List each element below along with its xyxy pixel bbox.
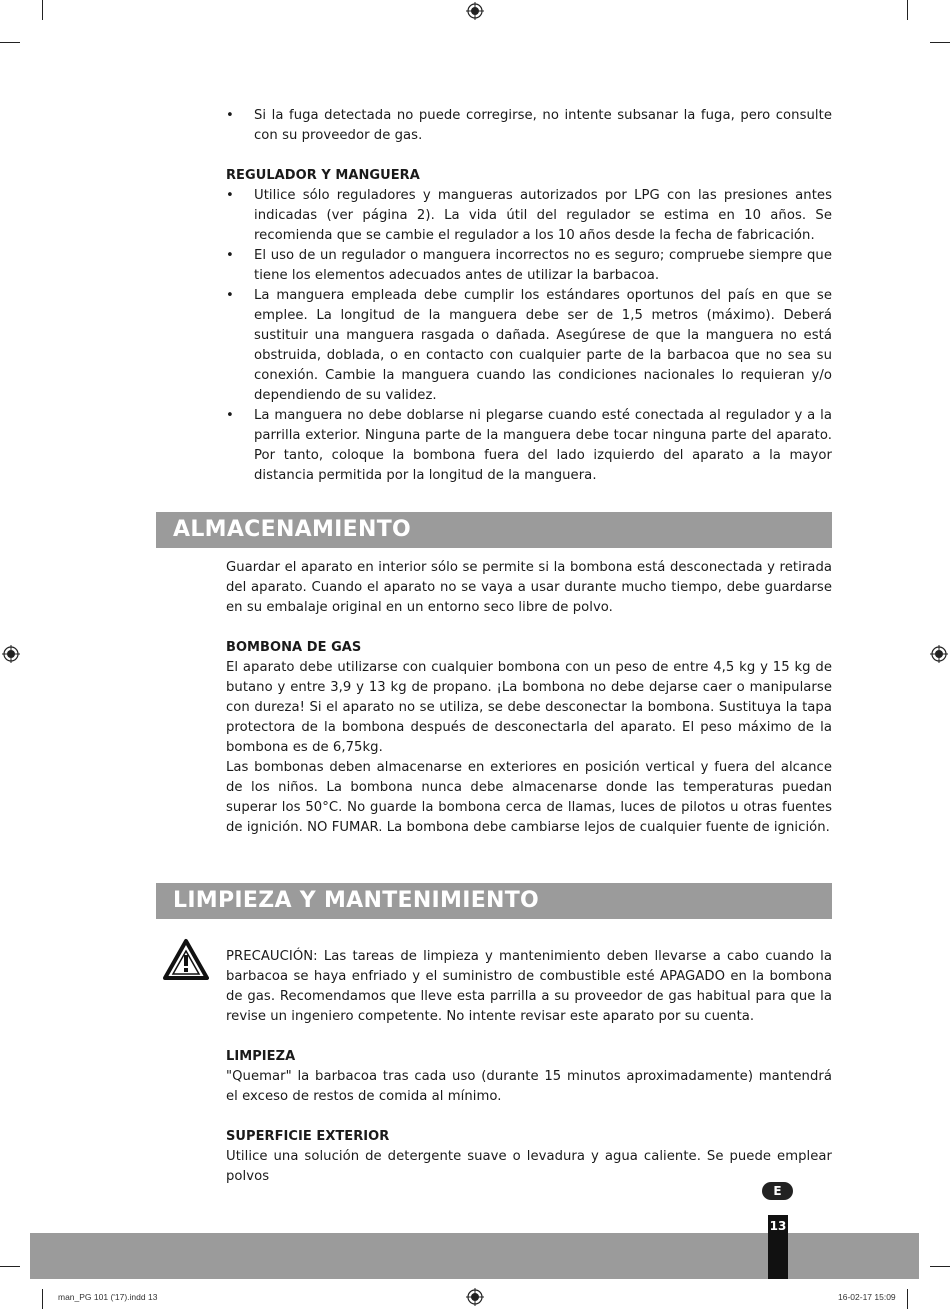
crop-mark [930, 1266, 950, 1267]
warning-triangle-icon [163, 938, 209, 980]
list-item: • La manguera no debe doblarse ni plegarse cuando esté conectada al regulador y a la parrilla exterior. Ninguna parte de la manguera debe tocar ninguna parte del aparato. Por tanto, coloque la bombona fuera del lado izquierdo del aparato a la mayor distancia permitida por la longitud de la manguera. [226, 408, 832, 483]
crop-mark [42, 0, 43, 20]
gas-cylinder-heading: BOMBONA DE GAS [226, 640, 362, 655]
exterior-surface-heading: SUPERFICIE EXTERIOR [226, 1129, 390, 1144]
registration-mark-icon [466, 2, 484, 20]
language-badge: E [762, 1182, 793, 1200]
storage-intro: Guardar el aparato en interior sólo se permite si la bombona está desconectada y retirada del aparato. Cuando el aparato no se vaya a usar durante mucho tiempo, debe guardarse en su embalaje original en un entorno seco libre de polvo. [226, 560, 832, 615]
gas-cylinder-paragraph-2: Las bombonas deben almacenarse en exteriores en posición vertical y fuera del alcance de los niños. La bombona nunca debe almacenarse donde las temperaturas puedan superar los 50°C. No guarde la bombona cerca de llamas, luces de pilotos u otras fuentes de ignición. NO FUMAR. La bombona debe cambiarse lejos de cualquier fuente de ignición. [226, 760, 832, 835]
storage-section-title: ALMACENAMIENTO [156, 512, 832, 548]
leak-notice [226, 106, 832, 146]
list-item: • Si la fuga detectada no puede corregirse, no intente subsanar la fuga, pero consulte con su proveedor de gas. [226, 108, 832, 143]
page-number: 13 [768, 1215, 788, 1279]
regulator-heading: REGULADOR Y MANGUERA [226, 168, 420, 183]
registration-mark-icon [930, 645, 948, 663]
date-slug: 16-02-17 15:09 [838, 1292, 896, 1302]
list-item-text: Utilice sólo reguladores y mangueras autorizados por LPG con las presiones antes indicadas (ver página 2). La vida útil del regulador se estima en 10 años. Se recomienda que se cambie el regulador a los 10 años desde la fecha de fabricación. [254, 188, 832, 243]
file-slug: man_PG 101 ('17).indd 13 [58, 1292, 158, 1302]
gas-cylinder-paragraph-1: El aparato debe utilizarse con cualquier bombona con un peso de entre 4,5 kg y 15 kg de butano y entre 3,9 y 13 kg de propano. ¡La bombona no debe dejarse caer o manipularse con dureza! Si el aparato no se utiliza, se debe desconectar la bombona. Sustituya la tapa protectora de la bombona después de desconectarla del aparato. El peso máximo de la bombona es de 6,75kg. [226, 660, 832, 755]
list-item-text: Si la fuga detectada no puede corregirse, no intente subsanar la fuga, pero consulte con su proveedor de gas. [254, 108, 832, 143]
crop-mark [930, 42, 950, 43]
crop-mark [42, 1289, 43, 1309]
crop-mark [0, 42, 20, 43]
cleaning-heading: LIMPIEZA [226, 1049, 296, 1064]
cleaning-section-title: LIMPIEZA Y MANTENIMIENTO [156, 883, 832, 919]
crop-mark [907, 1289, 908, 1309]
list-item: • El uso de un regulador o manguera incorrectos no es seguro; compruebe siempre que tiene los elementos adecuados antes de utilizar la barbacoa. [226, 248, 832, 283]
cleaning-paragraph: "Quemar" la barbacoa tras cada uso (durante 15 minutos aproximadamente) mantendrá el exceso de restos de comida al mínimo. [226, 1069, 832, 1104]
crop-mark [0, 1266, 20, 1267]
list-item: • La manguera empleada debe cumplir los estándares oportunos del país en que se emplee. La longitud de la manguera debe ser de 1,5 metros (máximo). Deberá sustituir una manguera rasgada o dañada. Asegúrese de que la manguera no está obstruida, doblada, o en contacto con cualquier parte de la barbacoa que no sea su conexión. Cambie la manguera cuando las condiciones nacionales lo requieran y/o dependiendo de su validez. [226, 288, 832, 403]
regulator-section [226, 166, 832, 486]
cleaning-body [226, 947, 832, 1187]
list-item: • Utilice sólo reguladores y mangueras autorizados por LPG con las presiones antes indicadas (ver página 2). La vida útil del regulador se estima en 10 años. Se recomienda que se cambie el regulador a los 10 años desde la fecha de fabricación. [226, 188, 832, 243]
storage-body [226, 558, 832, 838]
list-item-text: El uso de un regulador o manguera incorrectos no es seguro; compruebe siempre que tiene los elementos adecuados antes de utilizar la barbacoa. [254, 248, 832, 283]
crop-mark [907, 0, 908, 20]
list-item-text: La manguera no debe doblarse ni plegarse cuando esté conectada al regulador y a la parrilla exterior. Ninguna parte de la manguera debe tocar ninguna parte del aparato. Por tanto, coloque la bombona fuera del lado izquierdo del aparato a la mayor distancia permitida por la longitud de la manguera. [254, 408, 832, 483]
exterior-surface-paragraph: Utilice una solución de detergente suave o levadura y agua caliente. Se puede emplear polvos [226, 1149, 832, 1184]
caution-paragraph: PRECAUCIÓN: Las tareas de limpieza y mantenimiento deben llevarse a cabo cuando la barbacoa se haya enfriado y el suministro de combustible esté APAGADO en la bombona de gas. Recomendamos que lleve esta parrilla a su proveedor de gas habitual para que la revise un ingeniero competente. No intente revisar este aparato por su cuenta. [226, 949, 832, 1024]
registration-mark-icon [2, 645, 20, 663]
registration-mark-icon [466, 1288, 484, 1306]
list-item-text: La manguera empleada debe cumplir los estándares oportunos del país en que se emplee. La longitud de la manguera debe ser de 1,5 metros (máximo). Deberá sustituir una manguera rasgada o dañada. Asegúrese de que la manguera no está obstruida, doblada, o en contacto con cualquier parte de la barbacoa que no sea su conexión. Cambie la manguera cuando las condiciones nacionales lo requieran y/o dependiendo de su validez. [254, 288, 832, 403]
